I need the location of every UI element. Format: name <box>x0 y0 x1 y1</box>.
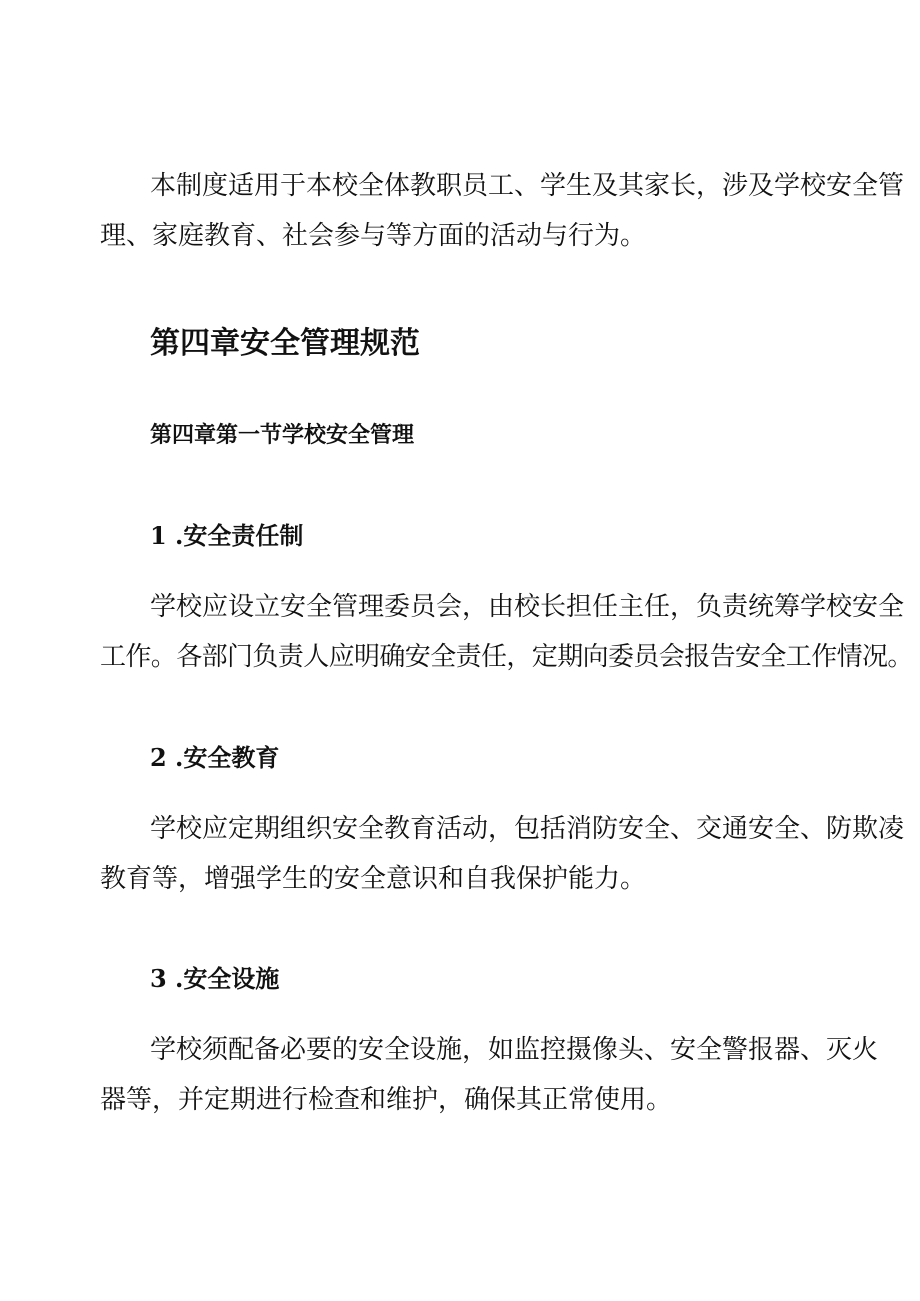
item-1-paragraph-line-2: 工作。各部门负责人应明确安全责任，定期向委员会报告安全工作情况。 <box>100 642 913 672</box>
item-heading-2: 2 .安全教育 <box>150 743 280 772</box>
intro-paragraph-line-2: 理、家庭教育、社会参与等方面的活动与行为。 <box>100 221 647 251</box>
item-2-paragraph-line-2: 教育等，增强学生的安全意识和自我保护能力。 <box>100 864 647 894</box>
item-3-paragraph-line-1: 学校须配备必要的安全设施，如监控摄像头、安全警报器、灭火 <box>150 1035 879 1065</box>
item-heading-3: 3 .安全设施 <box>150 964 280 993</box>
item-2-paragraph-line-1: 学校应定期组织安全教育活动，包括消防安全、交通安全、防欺凌 <box>150 814 905 844</box>
section-title: 第四章第一节学校安全管理 <box>150 423 415 448</box>
intro-paragraph-line-1: 本制度适用于本校全体教职员工、学生及其家长，涉及学校安全管 <box>150 171 905 201</box>
item-heading-1: 1 .安全责任制 <box>150 521 304 550</box>
item-1-paragraph-line-1: 学校应设立安全管理委员会，由校长担任主任，负责统筹学校安全 <box>150 592 905 622</box>
chapter-title: 第四章安全管理规范 <box>150 326 420 361</box>
item-3-paragraph-line-2: 器等，并定期进行检查和维护，确保其正常使用。 <box>100 1085 673 1115</box>
